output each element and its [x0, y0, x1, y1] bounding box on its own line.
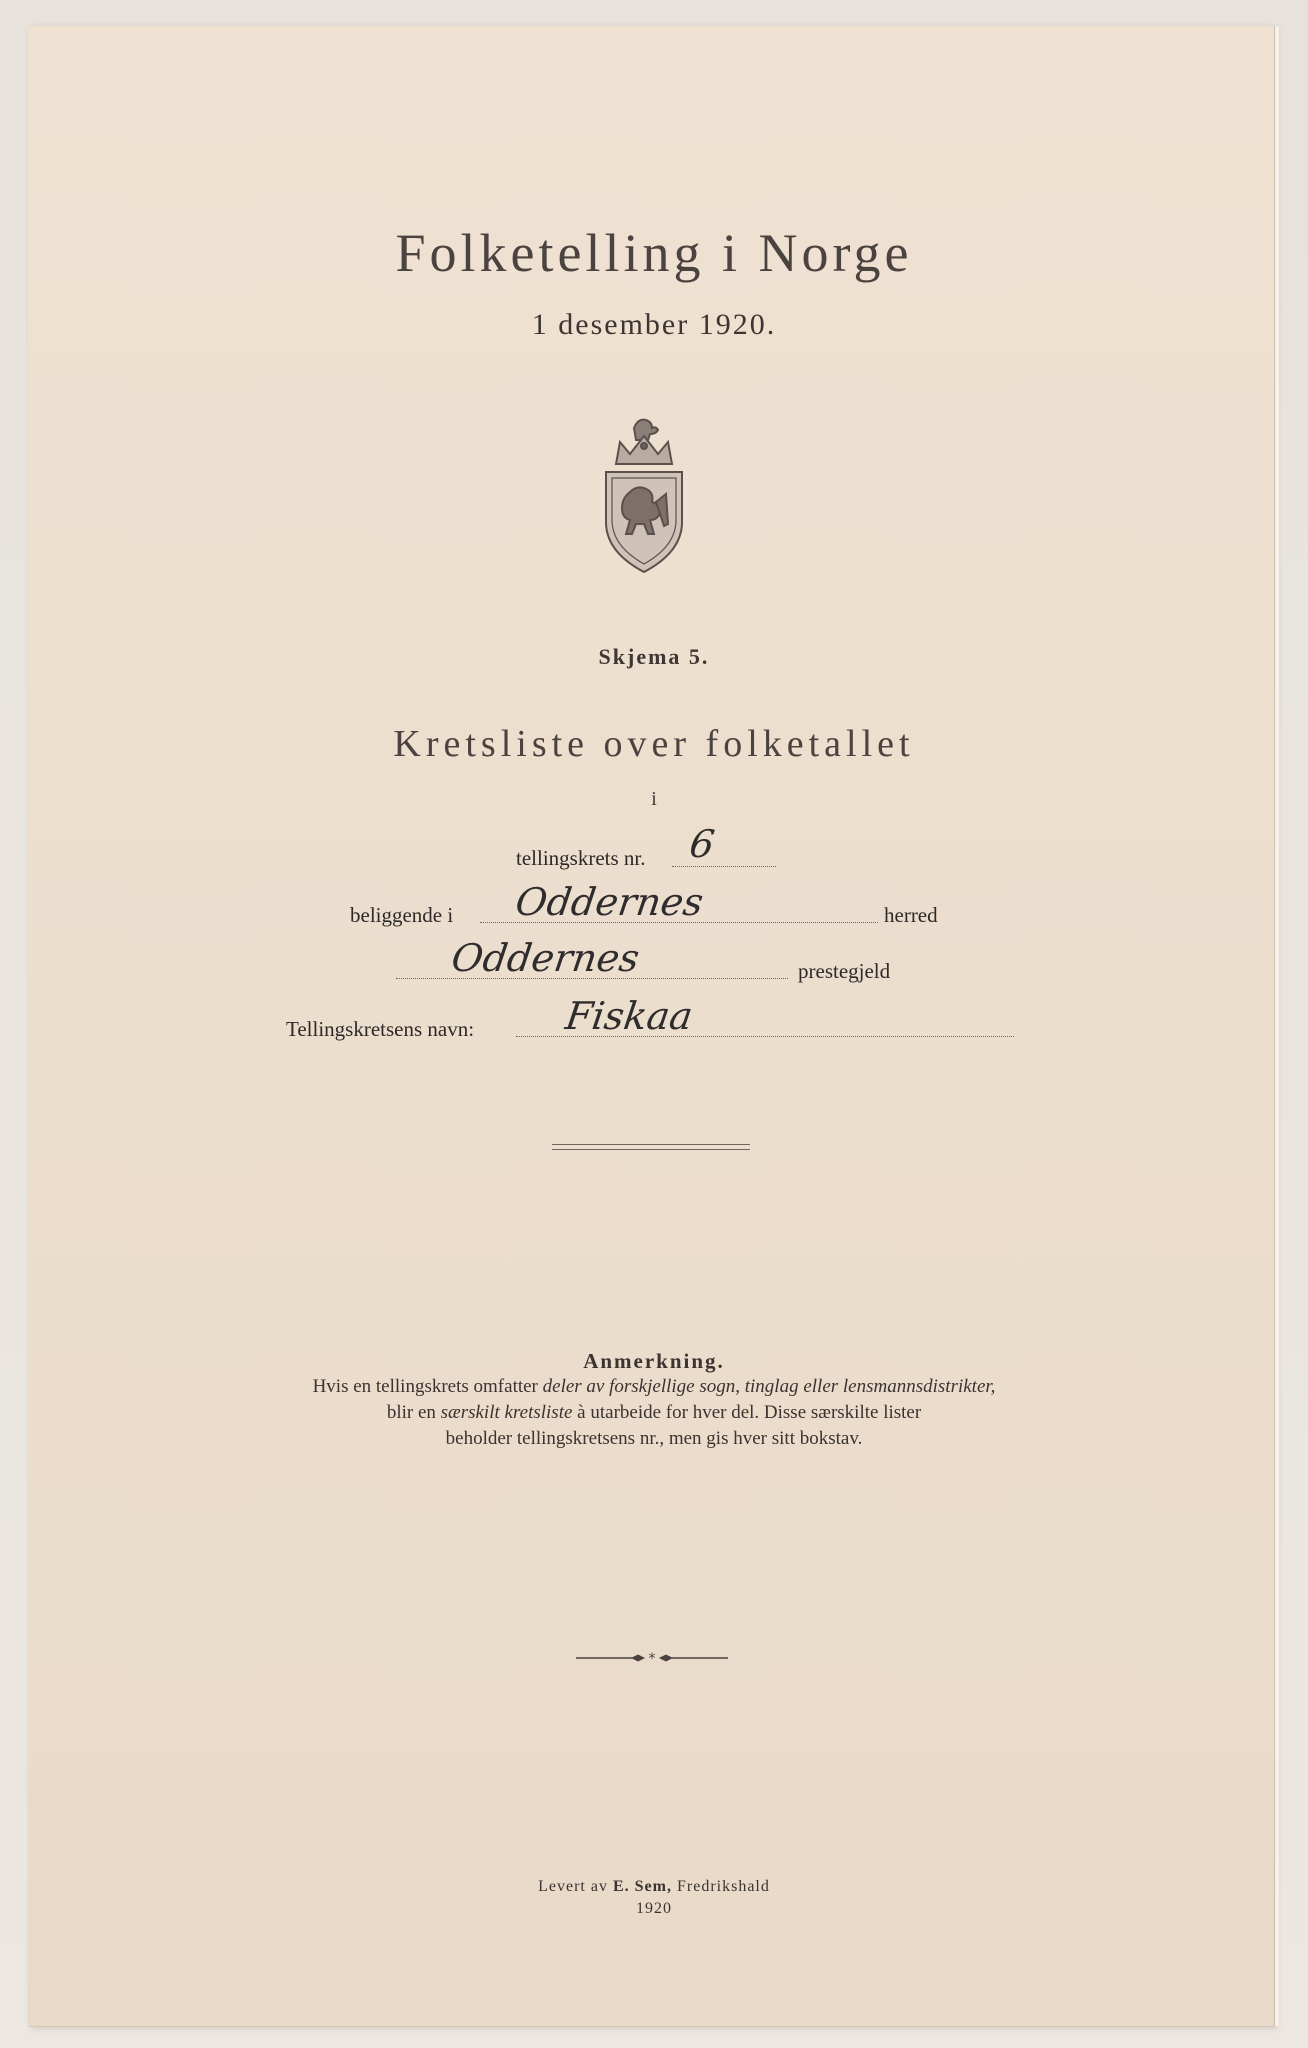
printer-year: 1920 — [636, 1900, 672, 1917]
krets-line — [672, 866, 776, 867]
navn-handwritten: Fiskaa — [562, 994, 696, 1038]
notes-heading: Anmerkning. — [583, 1349, 725, 1373]
prestegjeld-suffix: prestegjeld — [798, 959, 891, 983]
herred-handwritten: Oddernes — [512, 880, 707, 924]
notes-line-3: beholder tellingskretsens nr., men gis hver sitt bokstav. — [445, 1428, 863, 1449]
krets-number-handwritten: 6 — [686, 822, 718, 866]
notes-line-2 — [0, 1402, 1308, 1424]
notes-line-1-emphasis: deler av forskjellige sogn, tinglag eller lensmannsdistrikter, — [542, 1376, 996, 1397]
schema-number: Skjema 5. — [598, 644, 710, 669]
ornament-divider-icon — [572, 1648, 732, 1668]
notes-line-2-text: blir en — [386, 1402, 441, 1423]
navn-label: Tellingskretsens navn: — [286, 1017, 475, 1041]
preposition-i: i — [651, 788, 657, 810]
prestegjeld-handwritten: Oddernes — [448, 936, 643, 980]
herred-prefix: beliggende i — [350, 903, 454, 927]
notes-line-1-text: Hvis en tellingskrets omfatter — [312, 1376, 543, 1397]
svg-text:*: * — [648, 1651, 656, 1667]
census-date: 1 desember 1920. — [531, 308, 777, 341]
norwegian-coat-of-arms-icon — [594, 406, 694, 576]
form-heading: Kretsliste over folketallet — [393, 723, 915, 765]
printer-city: Fredrikshald — [671, 1878, 770, 1895]
herred-suffix: herred — [884, 903, 938, 927]
krets-label: tellingskrets nr. — [516, 846, 646, 870]
notes-line-2-rest: à utarbeide for hver del. Disse særskilte lister — [572, 1402, 922, 1423]
printer-prefix: Levert av — [538, 1878, 613, 1895]
divider-bottom — [552, 1149, 750, 1150]
notes-line-1 — [0, 1376, 1308, 1398]
printer-name: E. Sem, — [612, 1878, 672, 1895]
printer-credit — [0, 1878, 1308, 1896]
notes-line-2-emphasis: særskilt kretsliste — [440, 1402, 573, 1423]
divider-top — [552, 1144, 750, 1145]
page-title: Folketelling i Norge — [395, 223, 913, 283]
